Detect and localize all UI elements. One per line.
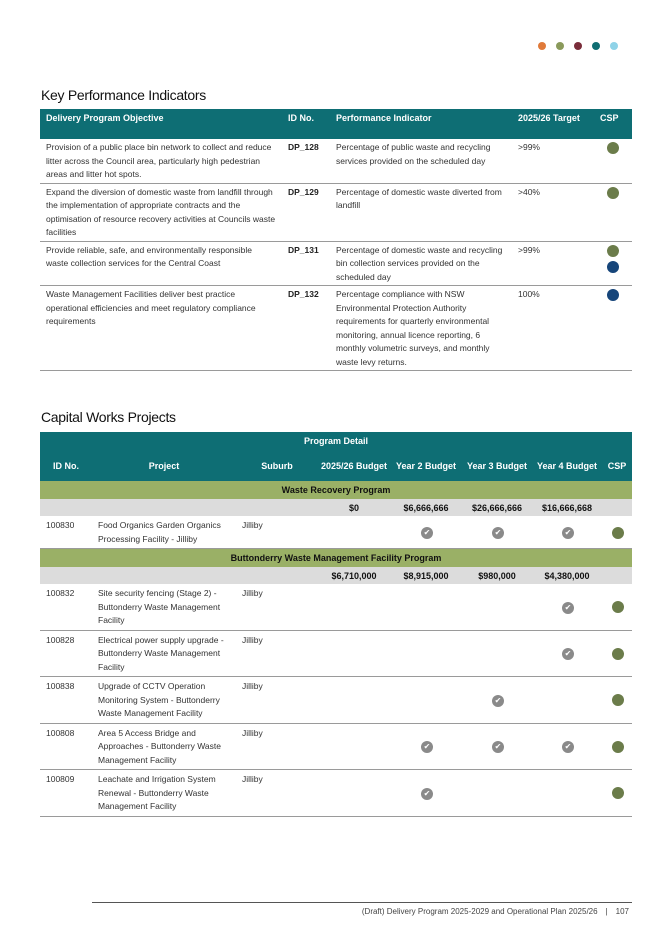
csp-indicator-icon xyxy=(607,245,619,257)
budget-row-csp-spacer xyxy=(602,499,632,516)
project-csp xyxy=(602,770,632,817)
capital-works-table xyxy=(40,432,632,817)
budget-row-spacer xyxy=(40,499,318,516)
project-row xyxy=(40,630,632,677)
project-name: Upgrade of CCTV Operation Monitoring System - Buttonderry Waste Management Facility xyxy=(92,677,236,724)
kpi-header-id: ID No. xyxy=(288,113,314,123)
csp-indicator-icon xyxy=(612,741,624,753)
csp-indicator-icon xyxy=(612,527,624,539)
project-csp xyxy=(602,516,632,549)
check-circle-icon: ✔ xyxy=(492,695,504,707)
decor-dot xyxy=(538,42,546,50)
year-cell xyxy=(462,677,532,724)
kpi-indicator: Percentage of public waste and recycling services provided on the scheduled day xyxy=(330,139,512,183)
program-budget-value: $4,380,000 xyxy=(532,567,602,584)
project-row xyxy=(40,677,632,724)
project-row xyxy=(40,584,632,630)
project-csp xyxy=(602,723,632,770)
program-budget-value: $6,710,000 xyxy=(318,567,390,584)
project-name: Area 5 Access Bridge and Approaches - Buttonderry Waste Management Facility xyxy=(92,723,236,770)
program-name: Waste Recovery Program xyxy=(40,481,632,499)
kpi-target: 100% xyxy=(512,286,594,371)
kpi-id: DP_131 xyxy=(282,241,330,286)
page-number: 107 xyxy=(615,907,629,916)
cap-header-id: ID No. xyxy=(53,460,79,471)
decor-dot xyxy=(592,42,600,50)
kpi-row xyxy=(40,286,632,371)
cap-header-year4: Year 4 Budget xyxy=(536,460,598,471)
cap-header-year2: Year 2 Budget xyxy=(395,460,457,471)
year-cell xyxy=(390,516,462,549)
program-budget-value: $0 xyxy=(318,499,390,516)
kpi-objective: Provide reliable, safe, and environmentally responsible waste collection services for the Central Coast xyxy=(40,241,282,286)
csp-indicator-icon xyxy=(612,694,624,706)
kpi-target: >99% xyxy=(512,139,594,183)
project-row xyxy=(40,516,632,549)
kpi-target: >99% xyxy=(512,241,594,286)
program-budget-value: $16,666,668 xyxy=(532,499,602,516)
project-row xyxy=(40,723,632,770)
kpi-table xyxy=(40,109,632,371)
program-row xyxy=(40,549,632,568)
year-cell xyxy=(318,723,390,770)
project-suburb: Jilliby xyxy=(236,516,318,549)
project-id: 100809 xyxy=(40,770,92,817)
year-cell xyxy=(532,677,602,724)
csp-indicator-icon xyxy=(607,187,619,199)
program-budget-value: $8,915,000 xyxy=(390,567,462,584)
decor-dot xyxy=(556,42,564,50)
decorative-dots xyxy=(538,42,618,50)
kpi-row xyxy=(40,241,632,286)
project-name: Food Organics Garden Organics Processing Facility - Jilliby xyxy=(92,516,236,549)
kpi-id: DP_129 xyxy=(282,183,330,241)
program-detail-header: Program Detail xyxy=(304,436,369,446)
kpi-body xyxy=(40,139,632,371)
cap-header-suburb: Suburb xyxy=(261,460,293,471)
budget-row-spacer xyxy=(40,567,318,584)
year-cell xyxy=(462,516,532,549)
program-budget-row xyxy=(40,499,632,516)
project-id: 100808 xyxy=(40,723,92,770)
project-suburb: Jilliby xyxy=(236,723,318,770)
project-csp xyxy=(602,584,632,630)
program-budget-value: $980,000 xyxy=(462,567,532,584)
project-suburb: Jilliby xyxy=(236,630,318,677)
kpi-objective: Provision of a public place bin network to collect and reduce litter across the Council area, particularly high pedestrian areas and litter hot spots. xyxy=(40,139,282,183)
year-cell xyxy=(462,630,532,677)
project-row xyxy=(40,770,632,817)
footer-title: (Draft) Delivery Program 2025-2029 and Operational Plan 2025/26 xyxy=(361,907,598,916)
footer-rule xyxy=(92,902,632,903)
kpi-header-indicator: Performance Indicator xyxy=(336,113,432,123)
year-cell xyxy=(318,584,390,630)
capital-header-row xyxy=(40,450,632,481)
year-cell xyxy=(462,770,532,817)
project-csp xyxy=(602,677,632,724)
kpi-header-objective: Delivery Program Objective xyxy=(46,113,164,123)
kpi-csp xyxy=(594,139,632,183)
program-budget-value: $6,666,666 xyxy=(390,499,462,516)
check-circle-icon: ✔ xyxy=(492,527,504,539)
cap-header-project: Project xyxy=(148,460,180,471)
project-id: 100838 xyxy=(40,677,92,724)
program-row xyxy=(40,481,632,499)
kpi-indicator: Percentage of domestic waste diverted from landfill xyxy=(330,183,512,241)
project-suburb: Jilliby xyxy=(236,677,318,724)
kpi-csp xyxy=(594,241,632,286)
year-cell xyxy=(390,677,462,724)
kpi-row xyxy=(40,139,632,183)
year-cell xyxy=(318,516,390,549)
cap-header-budget-2025: 2025/26 Budget xyxy=(320,460,388,471)
csp-indicator-icon xyxy=(607,142,619,154)
kpi-header-row xyxy=(40,109,632,139)
kpi-indicator: Percentage compliance with NSW Environmental Protection Authority requirements for quarterly environmental monitoring, annual licence reporting, 6 monthly volumetric surveys, and monthly waste levy returns. xyxy=(330,286,512,371)
kpi-indicator: Percentage of domestic waste and recycling bin collection services provided on the scheduled day xyxy=(330,241,512,286)
project-id: 100832 xyxy=(40,584,92,630)
check-circle-icon: ✔ xyxy=(562,602,574,614)
year-cell xyxy=(390,584,462,630)
kpi-target: >40% xyxy=(512,183,594,241)
year-cell xyxy=(462,723,532,770)
check-circle-icon: ✔ xyxy=(562,527,574,539)
project-name: Site security fencing (Stage 2) - Buttonderry Waste Management Facility xyxy=(92,584,236,630)
csp-indicator-icon xyxy=(607,261,619,273)
project-name: Electrical power supply upgrade - Buttonderry Waste Management Facility xyxy=(92,630,236,677)
check-circle-icon: ✔ xyxy=(421,527,433,539)
check-circle-icon: ✔ xyxy=(562,648,574,660)
cap-header-csp: CSP xyxy=(607,460,627,471)
kpi-id: DP_128 xyxy=(282,139,330,183)
program-budget-row xyxy=(40,567,632,584)
csp-indicator-icon xyxy=(612,648,624,660)
year-cell xyxy=(532,584,602,630)
year-cell xyxy=(532,723,602,770)
project-suburb: Jilliby xyxy=(236,770,318,817)
program-detail-row xyxy=(40,432,632,450)
project-id: 100830 xyxy=(40,516,92,549)
program-name: Buttonderry Waste Management Facility Program xyxy=(40,549,632,568)
year-cell xyxy=(318,677,390,724)
check-circle-icon: ✔ xyxy=(562,741,574,753)
csp-indicator-icon xyxy=(612,787,624,799)
decor-dot xyxy=(610,42,618,50)
kpi-heading: Key Performance Indicators xyxy=(41,87,206,103)
project-csp xyxy=(602,630,632,677)
footer-separator: | xyxy=(605,907,608,916)
kpi-id: DP_132 xyxy=(282,286,330,371)
program-budget-value: $26,666,666 xyxy=(462,499,532,516)
budget-row-csp-spacer xyxy=(602,567,632,584)
kpi-objective: Expand the diversion of domestic waste from landfill through the implementation of appropriate contracts and the optimisation of resource recovery activities at Councils waste facilities xyxy=(40,183,282,241)
check-circle-icon: ✔ xyxy=(492,741,504,753)
capital-works-body xyxy=(40,481,632,816)
year-cell xyxy=(532,516,602,549)
kpi-objective: Waste Management Facilities deliver best practice operational efficiencies and meet regulatory compliance requirements xyxy=(40,286,282,371)
year-cell xyxy=(390,723,462,770)
project-name: Leachate and Irrigation System Renewal - Buttonderry Waste Management Facility xyxy=(92,770,236,817)
year-cell xyxy=(318,770,390,817)
year-cell xyxy=(318,630,390,677)
year-cell xyxy=(532,770,602,817)
check-circle-icon: ✔ xyxy=(421,741,433,753)
kpi-csp xyxy=(594,286,632,371)
kpi-row xyxy=(40,183,632,241)
year-cell xyxy=(532,630,602,677)
year-cell xyxy=(462,584,532,630)
kpi-csp xyxy=(594,183,632,241)
project-suburb: Jilliby xyxy=(236,584,318,630)
page-footer xyxy=(362,907,629,916)
kpi-header-csp: CSP xyxy=(600,113,619,123)
kpi-header-target: 2025/26 Target xyxy=(518,113,580,123)
cap-header-year3: Year 3 Budget xyxy=(466,460,528,471)
project-id: 100828 xyxy=(40,630,92,677)
csp-indicator-icon xyxy=(612,601,624,613)
decor-dot xyxy=(574,42,582,50)
check-circle-icon: ✔ xyxy=(421,788,433,800)
csp-indicator-icon xyxy=(607,289,619,301)
capital-works-heading: Capital Works Projects xyxy=(41,409,176,425)
year-cell xyxy=(390,630,462,677)
year-cell xyxy=(390,770,462,817)
